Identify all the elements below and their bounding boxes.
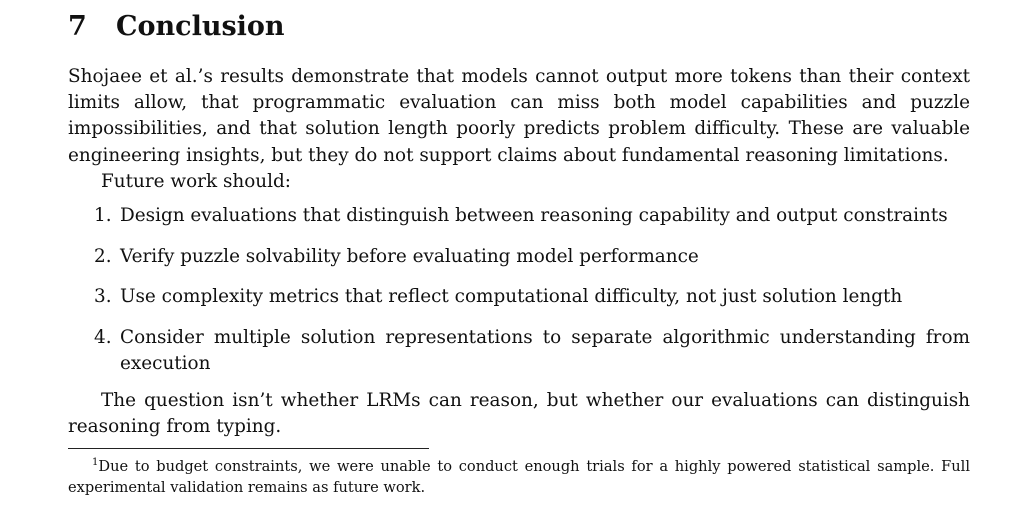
section-heading: [68, 10, 285, 44]
list-item: [68, 203, 970, 229]
list-item-number: 1.: [94, 205, 112, 226]
list-item-text: Design evaluations that distinguish between reasoning capability and output constraints: [120, 205, 948, 226]
footnote-text: Due to budget constraints, we were unable to conduct enough trials for a highly powered statistical sample. Full experimental validation remains as future work.: [68, 458, 970, 496]
list-item: [68, 325, 970, 377]
list-item-text: Verify puzzle solvability before evaluating model performance: [120, 245, 699, 267]
footnote: [68, 452, 970, 498]
closing-paragraph: The question isn’t whether LRMs can reason, but whether our evaluations can distinguish reasoning from typing.: [68, 390, 970, 438]
section-title: Conclusion: [116, 11, 285, 42]
list-item-text: Consider multiple solution representations to separate algorithmic understanding from execution: [120, 327, 970, 375]
list-item-number: 2.: [94, 245, 112, 267]
list-item: [68, 244, 970, 270]
footnote-rule: [68, 448, 429, 449]
summary-paragraph: Shojaee et al.’s results demonstrate that models cannot output more tokens than their context limits allow, that programmatic evaluation can miss both model capabilities and puzzle impossibilities, and that solution length poorly predicts problem difficulty. These are valuable engineering insights, but they do not support claims about fundamental reasoning limitations.: [68, 66, 970, 166]
future-work-list: [68, 203, 970, 392]
future-work-intro: Future work should:: [101, 171, 292, 192]
list-item: [68, 284, 970, 310]
footnote-mark: 1: [92, 457, 99, 468]
list-item-number: 4.: [94, 327, 112, 349]
section-number: 7: [68, 11, 87, 42]
list-item-number: 3.: [94, 286, 112, 308]
list-item-text: Use complexity metrics that reflect computational difficulty, not just solution length: [120, 286, 903, 308]
